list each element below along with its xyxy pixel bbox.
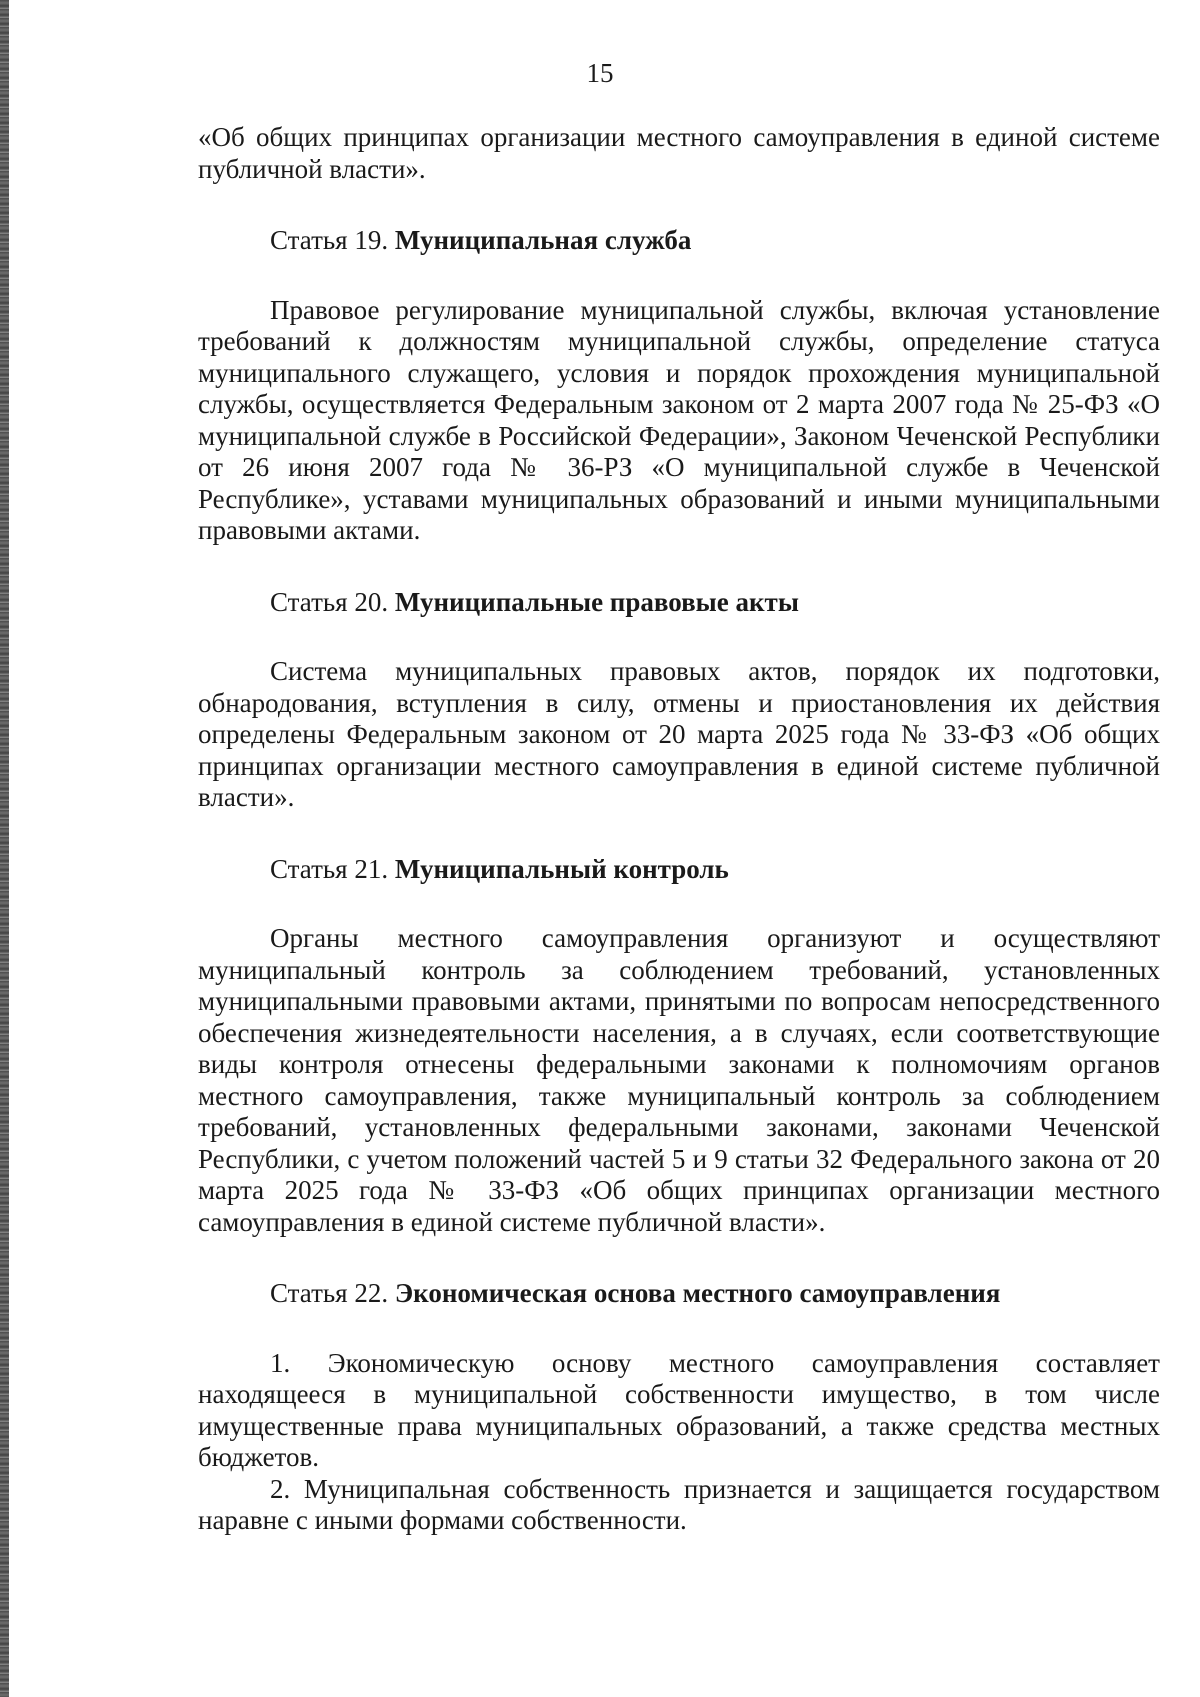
article-title: Муниципальная служба — [394, 225, 692, 255]
article-title: Экономическая основа местного самоуправления — [394, 1278, 1001, 1308]
article-number: Статья 22. — [270, 1278, 389, 1308]
article-19 — [198, 225, 1160, 547]
intro-paragraph: «Об общих принципах организации местного самоуправления в единой системе публичной власти». — [198, 122, 1160, 184]
article-number: Статья 20. — [270, 586, 389, 617]
article-22 — [198, 1278, 1160, 1537]
article-21 — [198, 854, 1160, 1239]
article-title: Муниципальные правовые акты — [394, 586, 799, 617]
article-heading — [270, 1278, 1160, 1310]
article-number: Статья 21. — [270, 853, 389, 884]
article-heading — [270, 854, 1160, 886]
article-paragraph: Правовое регулирование муниципальной службы, включая установление требований к должностям муниципальной службы, определение статуса муниципального служащего, условия и порядок прохождения муниципальной службы, осуществляется Федеральным законом от 2 марта 2007 года № 25-ФЗ «О муниципальной службе в Российской Федерации», Законом Чеченской Республики от 26 июня 2007 года № 36-РЗ «О муниципальной службе в Чеченской Республике», уставами муниципальных образований и иными муниципальными правовыми актами. — [198, 294, 1160, 545]
scan-edge — [0, 0, 9, 1697]
article-heading — [270, 587, 1160, 619]
article-paragraph: Органы местного самоуправления организуют и осуществляют муниципальный контроль за соблюдением требований, установленных муниципальными правовыми актами, принятыми по вопросам непосредственного обеспечения жизнедеятельности населения, а в случаях, если соответствующие виды контроля отнесены федеральными законами к полномочиям органов местного самоуправления, также муниципальный контроль за соблюдением требований, установленных федеральными законами, законами Чеченской Республики, с учетом положений частей 5 и 9 статьи 32 Федерального закона от 20 марта 2025 года № 33-ФЗ «Об общих принципах организации местного самоуправления в единой системе публичной власти». — [198, 923, 1160, 1237]
article-paragraph: Система муниципальных правовых актов, порядок их подготовки, обнародования, вступления в силу, отмены и приостановления их действия определены Федеральным законом от 20 марта 2025 года № 33-ФЗ «Об общих принципах организации местного самоуправления в единой системе публичной власти». — [198, 656, 1160, 812]
page-number: 15 — [586, 58, 614, 88]
article-paragraph: 1. Экономическую основу местного самоуправления составляет находящееся в муниципальной собственности имущество, в том числе имущественные права муниципальных образований, а также средства местных бюджетов. — [198, 1347, 1160, 1472]
article-title: Муниципальный контроль — [394, 853, 729, 884]
article-paragraph: 2. Муниципальная собственность признается и защищается государством наравне с иными формами собственности. — [198, 1473, 1160, 1535]
document-body — [198, 122, 1160, 1537]
article-number: Статья 19. — [270, 225, 389, 255]
article-heading — [270, 225, 1160, 257]
article-20 — [198, 587, 1160, 814]
